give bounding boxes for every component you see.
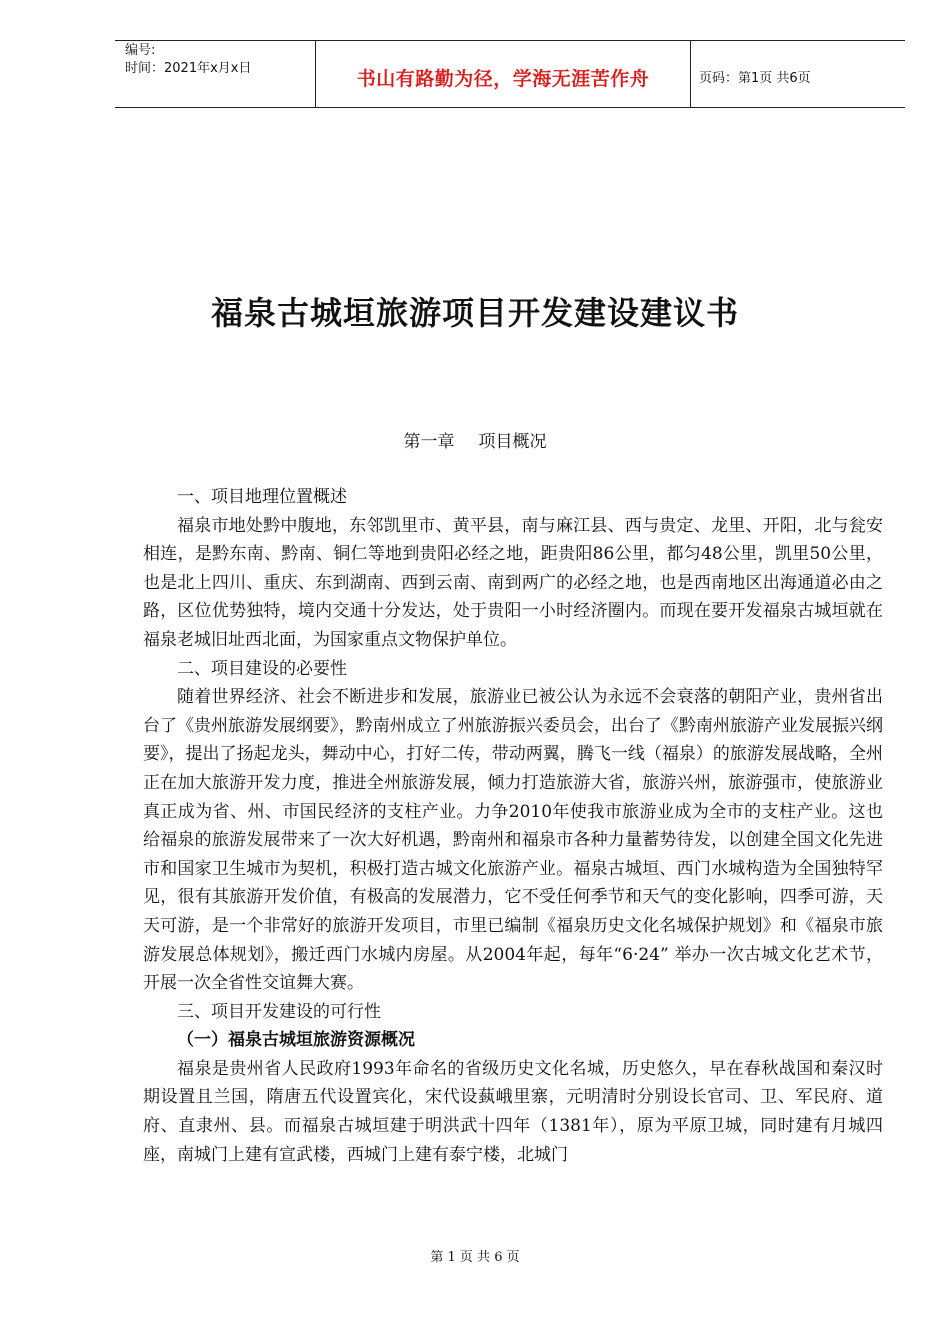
chapter-heading — [0, 427, 950, 452]
document-header — [115, 40, 905, 108]
header-motto-cell — [315, 41, 691, 107]
paragraph: 随着世界经济、社会不断进步和发展，旅游业已被公认为永远不会衰落的朝阳产业，贵州省出台了《贵州旅游发展纲要》，黔南州成立了州旅游振兴委员会，出台了《黔南州旅游产业发展振兴纲要》，提出了扬起龙头，舞动中心，打好二传，带动两翼，腾飞一线（福泉）的旅游发展战略，全州正在加大旅游开发力度，推进全州旅游发展，倾力打造旅游大省，旅游兴州，旅游强市，使旅游业真正成为省、州、市国民经济的支柱产业。力争2010年使我市旅游业成为全市的支柱产业。这也给福泉的旅游发展带来了一次大好机遇，黔南州和福泉市各种力量蓄势待发，以创建全国文化先进市和国家卫生城市为契机，积极打造古城文化旅游产业。福泉古城垣、西门水城构造为全国独特罕见，很有其旅游开发价值，有极高的发展潜力，它不受任何季节和天气的变化影响，四季可游，天天可游，是一个非常好的旅游开发项目，市里已编制《福泉历史文化名城保护规划》和《福泉市旅游发展总体规划》，搬迁西门水城内房屋。从2004年起，每年“6·24” 举办一次古城文化艺术节，开展一次全省性交谊舞大赛。 — [143, 687, 883, 994]
chapter-number: 第一章 — [403, 432, 455, 452]
subsection-heading: （一）福泉古城垣旅游资源概况 — [177, 1030, 415, 1051]
paragraph: 福泉是贵州省人民政府1993年命名的省级历史文化名城，历史悠久，早在春秋战国和秦汉时期设置且兰国，隋唐五代设置宾化，宋代设蓺峨里寨，元明清时分别设长官司、卫、军民府、道府、直隶州、县。而福泉古城垣建于明洪武十四年（1381年），原为平原卫城，同时建有月城四座，南城门上建有宣武楼，西城门上建有泰宁楼，北城门 — [143, 1058, 883, 1165]
document-title: 福泉古城垣旅游项目开发建设建议书 — [210, 294, 739, 332]
section-heading: 一、项目地理位置概述 — [177, 487, 347, 507]
time-label: 时间：2021年x月x日 — [125, 61, 252, 76]
section-heading: 二、项目建设的必要性 — [177, 658, 347, 679]
page-footer: 第 1 页 共 6 页 — [430, 1250, 520, 1265]
number-label: 编号: — [125, 43, 156, 58]
page-label: 页码：第1页 共6页 — [699, 71, 811, 86]
header-info-cell — [115, 41, 315, 108]
header-page-cell — [689, 41, 905, 107]
paragraph: 福泉市地处黔中腹地，东邻凯里市、黄平县，南与麻江县、西与贵定、龙里、开阳，北与瓮安相连，是黔东南、黔南、铜仁等地到贵阳必经之地，距贵阳86公里，都匀48公里，凯里50公里，也是北上四川、重庆、东到湖南、西到云南、南到两广的必经之地，也是西南地区出海通道必由之路，区位优势独特，境内交通十分发达，处于贵阳一小时经济圈内。而现在要开发福泉古城垣就在福泉老城旧址西北面，为国家重点文物保护单位。 — [143, 515, 883, 650]
section-heading: 三、项目开发建设的可行性 — [177, 1001, 381, 1022]
motto-text: 书山有路勤为径，学海无涯苦作舟 — [356, 68, 650, 90]
chapter-name: 项目概况 — [478, 432, 547, 452]
document-body — [143, 483, 883, 1169]
